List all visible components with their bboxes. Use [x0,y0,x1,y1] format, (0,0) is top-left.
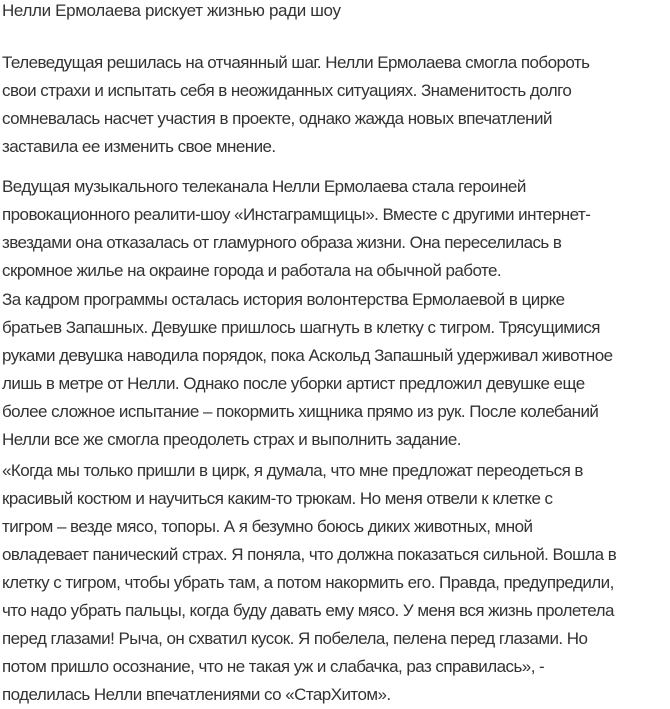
paragraph-line: красивый костюм и научиться каким-то трюкам. Но меня отвели к клетке с [2,489,553,508]
paragraph-line: звездами она отказалась от гламурного образа жизни. Она переселилась в [2,233,562,252]
paragraph-line: заставила ее изменить свое мнение. [2,137,276,156]
paragraph-line: сомневалась насчет участия в проекте, однако жажда новых впечатлений [2,109,552,128]
paragraph-line: скромное жилье на окраине города и работала на обычной работе. [2,261,502,280]
paragraph-line: клетку с тигром, чтобы убрать там, а потом накормить его. Правда, предупредили, [2,573,614,592]
paragraph-line: потом пришло осознание, что не такая уж и слабачка, раз справилась», - [2,657,545,676]
paragraph-line: поделилась Нелли впечатлениями со «СтарХитом». [2,685,391,704]
paragraph-line: «Когда мы только пришли в цирк, я думала, что мне предложат переодеться в [2,461,583,480]
paragraph-line: Телеведущая решилась на отчаянный шаг. Нелли Ермолаева смогла побороть [2,53,590,72]
paragraph-line: провокационного реалити-шоу «Инстаграмщицы». Вместе с другими интернет- [2,205,591,224]
paragraph-line: лишь в метре от Нелли. Однако после уборки артист предложил девушке еще [2,374,585,393]
paragraph-line: братьев Запашных. Девушке пришлось шагнуть в клетку с тигром. Трясущимися [2,318,600,337]
paragraph-line: перед глазами! Рыча, он схватил кусок. Я побелела, пелена перед глазами. Но [2,629,588,648]
paragraph-line: более сложное испытание – покормить хищника прямо из рук. После колебаний [2,402,599,421]
paragraph-3 [2,286,613,454]
paragraph-2 [2,173,590,285]
paragraph-line: свои страхи и испытать себя в неожиданных ситуациях. Знаменитость долго [2,81,572,100]
paragraph-line: овладевает панический страх. Я поняла, что должна показаться сильной. Вошла в [2,545,617,564]
paragraph-line: руками девушка наводила порядок, пока Аскольд Запашный удерживал животное [2,346,613,365]
paragraph-4-quote [2,457,616,709]
paragraph-line: тигром – везде мясо, топоры. А я безумно боюсь диких животных, мной [2,517,533,536]
paragraph-line: Нелли все же смогла преодолеть страх и выполнить задание. [2,430,461,449]
paragraph-line: Ведущая музыкального телеканала Нелли Ермолаева стала героиней [2,177,526,196]
article-title: Нелли Ермолаева рискует жизнью ради шоу [2,1,341,20]
paragraph-1 [2,49,589,161]
paragraph-line: что надо убрать пальцы, когда буду давать ему мясо. У меня вся жизнь пролетела [2,601,614,620]
paragraph-line: За кадром программы осталась история волонтерства Ермолаевой в цирке [2,290,565,309]
